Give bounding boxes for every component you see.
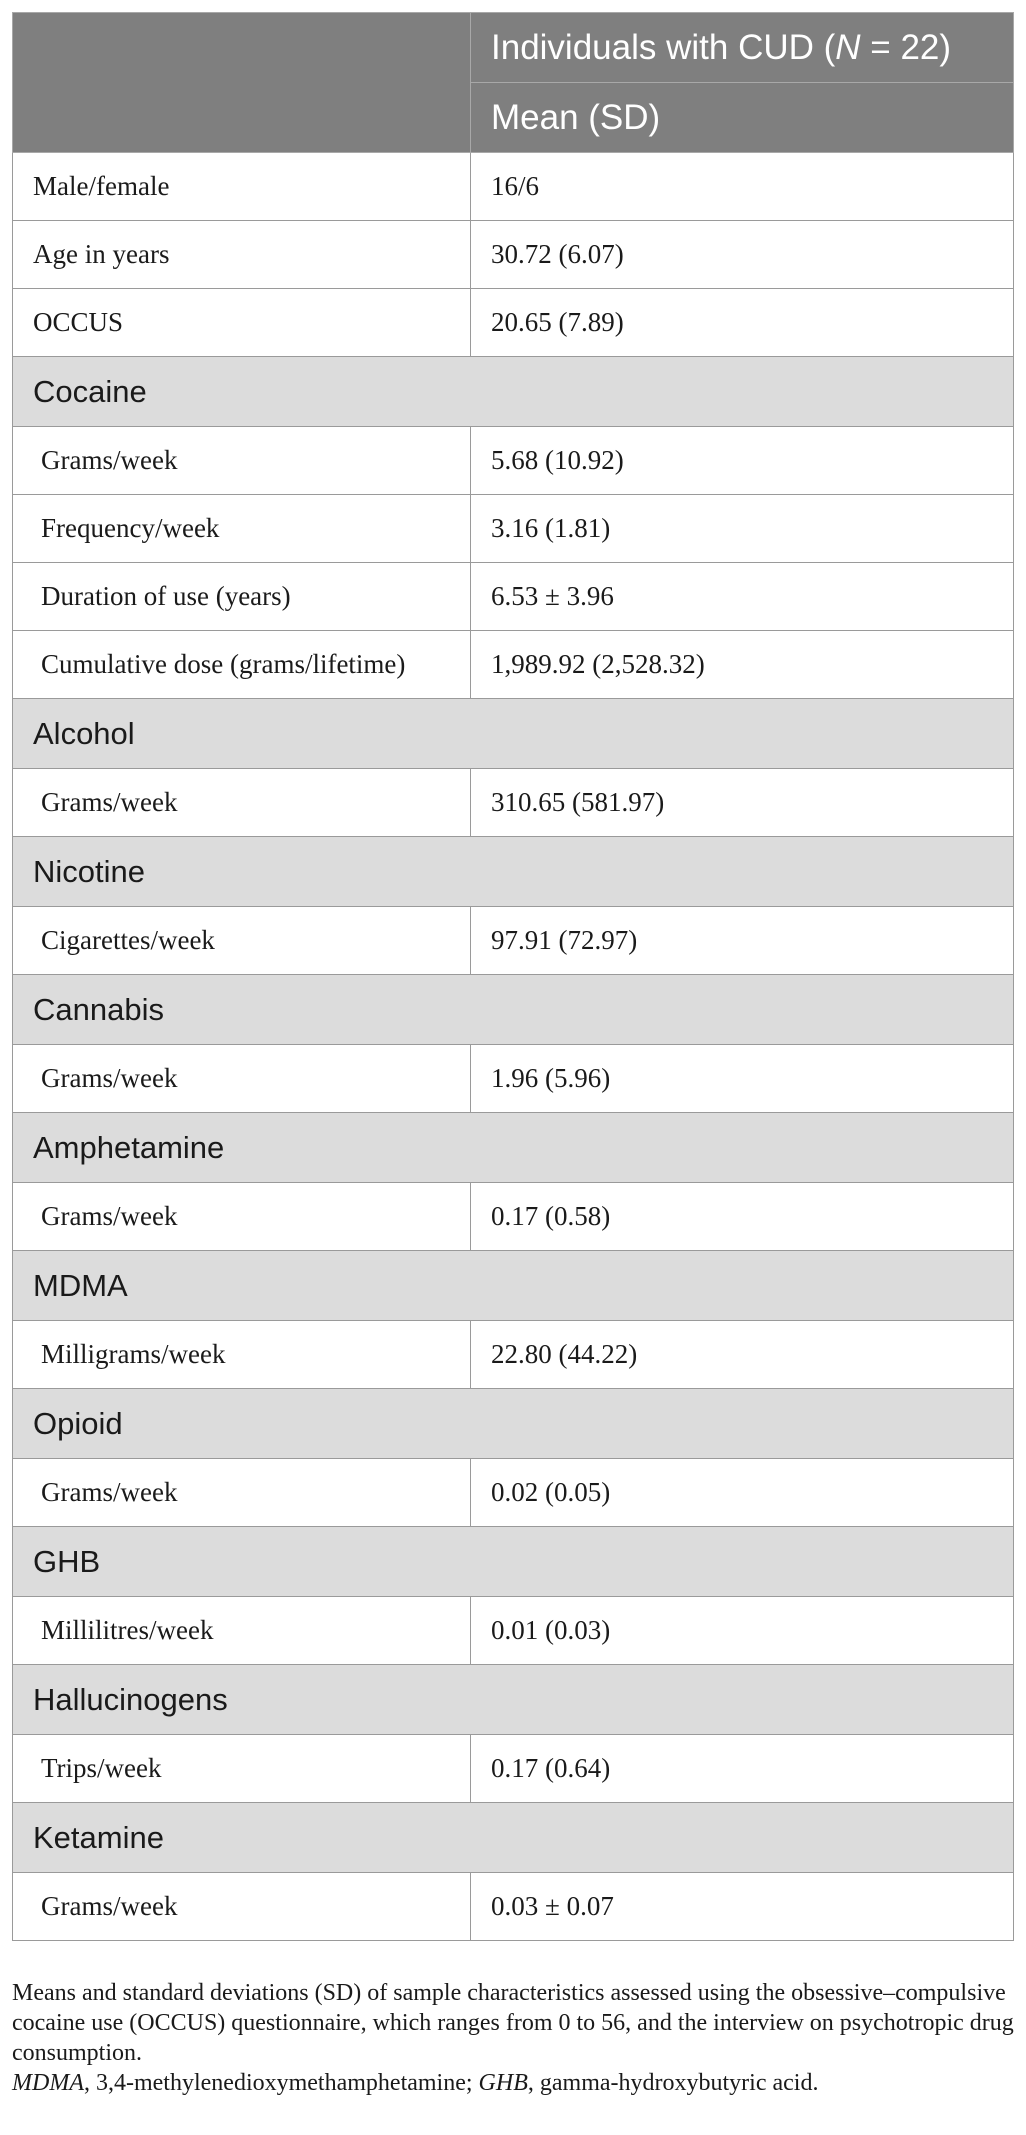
table-row xyxy=(13,1321,1014,1389)
section-title: Ketamine xyxy=(13,1803,1014,1873)
row-value: 0.17 (0.64) xyxy=(471,1735,1014,1803)
row-label: Male/female xyxy=(13,153,471,221)
table-row xyxy=(13,1873,1014,1941)
characteristics-table-container xyxy=(12,12,1013,1941)
row-value: 16/6 xyxy=(471,153,1014,221)
section-row-ghb xyxy=(13,1527,1014,1597)
section-row-hallucinogens xyxy=(13,1665,1014,1735)
row-value: 0.17 (0.58) xyxy=(471,1183,1014,1251)
section-title: Alcohol xyxy=(13,699,1014,769)
section-row-opioid xyxy=(13,1389,1014,1459)
abbr-mdma-term: MDMA xyxy=(12,2070,84,2096)
table-row xyxy=(13,1459,1014,1527)
section-title: Amphetamine xyxy=(13,1113,1014,1183)
table-row xyxy=(13,1597,1014,1665)
table-row xyxy=(13,495,1014,563)
section-row-alcohol xyxy=(13,699,1014,769)
footnote-description: Means and standard deviations (SD) of sample characteristics assessed using the obsessive–compulsive cocaine use (OCCUS) questionnaire, which ranges from 0 to 56, and the interview on psychotropic drug consumption. xyxy=(12,1980,1014,2066)
row-value: 0.02 (0.05) xyxy=(471,1459,1014,1527)
table-row xyxy=(13,1045,1014,1113)
section-row-nicotine xyxy=(13,837,1014,907)
section-row-amphetamine xyxy=(13,1113,1014,1183)
table-row xyxy=(13,907,1014,975)
row-label: Grams/week xyxy=(13,1045,471,1113)
row-label: Age in years xyxy=(13,221,471,289)
section-title: Hallucinogens xyxy=(13,1665,1014,1735)
table-footnote xyxy=(12,1978,1017,2098)
header-group-pre: Individuals with CUD ( xyxy=(491,27,836,67)
table-row xyxy=(13,1735,1014,1803)
table-row xyxy=(13,221,1014,289)
header-group-post: = 22) xyxy=(860,27,952,67)
table-row xyxy=(13,1183,1014,1251)
section-row-cocaine xyxy=(13,357,1014,427)
header-corner-cell xyxy=(13,13,471,153)
header-stat-cell: Mean (SD) xyxy=(471,83,1014,153)
row-label: Cigarettes/week xyxy=(13,907,471,975)
row-label: Milligrams/week xyxy=(13,1321,471,1389)
row-label: OCCUS xyxy=(13,289,471,357)
row-value: 310.65 (581.97) xyxy=(471,769,1014,837)
abbr-ghb-term: GHB xyxy=(478,2070,528,2096)
section-title: GHB xyxy=(13,1527,1014,1597)
row-value: 1.96 (5.96) xyxy=(471,1045,1014,1113)
row-label: Trips/week xyxy=(13,1735,471,1803)
row-value: 30.72 (6.07) xyxy=(471,221,1014,289)
row-value: 0.01 (0.03) xyxy=(471,1597,1014,1665)
row-value: 97.91 (72.97) xyxy=(471,907,1014,975)
section-title: Nicotine xyxy=(13,837,1014,907)
row-label: Grams/week xyxy=(13,769,471,837)
row-label: Frequency/week xyxy=(13,495,471,563)
footnote-abbreviations xyxy=(12,2068,1017,2098)
section-title: Cocaine xyxy=(13,357,1014,427)
row-value: 5.68 (10.92) xyxy=(471,427,1014,495)
abbr-mdma-def: , 3,4-methylenedioxymethamphetamine; xyxy=(83,2070,479,2096)
table-row xyxy=(13,631,1014,699)
row-value: 0.03 ± 0.07 xyxy=(471,1873,1014,1941)
row-value: 22.80 (44.22) xyxy=(471,1321,1014,1389)
row-value: 20.65 (7.89) xyxy=(471,289,1014,357)
row-label: Grams/week xyxy=(13,1873,471,1941)
table-row xyxy=(13,153,1014,221)
section-row-cannabis xyxy=(13,975,1014,1045)
section-row-mdma xyxy=(13,1251,1014,1321)
section-row-ketamine xyxy=(13,1803,1014,1873)
table-row xyxy=(13,769,1014,837)
table-row xyxy=(13,289,1014,357)
row-label: Grams/week xyxy=(13,1183,471,1251)
row-value: 1,989.92 (2,528.32) xyxy=(471,631,1014,699)
header-group-cell xyxy=(471,13,1014,83)
section-title: Cannabis xyxy=(13,975,1014,1045)
row-label: Duration of use (years) xyxy=(13,563,471,631)
row-label: Grams/week xyxy=(13,1459,471,1527)
abbr-ghb-def: , gamma-hydroxybutyric acid. xyxy=(527,2070,819,2096)
row-value: 3.16 (1.81) xyxy=(471,495,1014,563)
section-title: MDMA xyxy=(13,1251,1014,1321)
header-group-n: N xyxy=(835,27,861,67)
header-row-group xyxy=(13,13,1014,83)
row-label: Cumulative dose (grams/lifetime) xyxy=(13,631,471,699)
row-label: Grams/week xyxy=(13,427,471,495)
row-label: Millilitres/week xyxy=(13,1597,471,1665)
row-value: 6.53 ± 3.96 xyxy=(471,563,1014,631)
characteristics-table xyxy=(12,12,1014,1941)
table-row xyxy=(13,427,1014,495)
table-row xyxy=(13,563,1014,631)
section-title: Opioid xyxy=(13,1389,1014,1459)
